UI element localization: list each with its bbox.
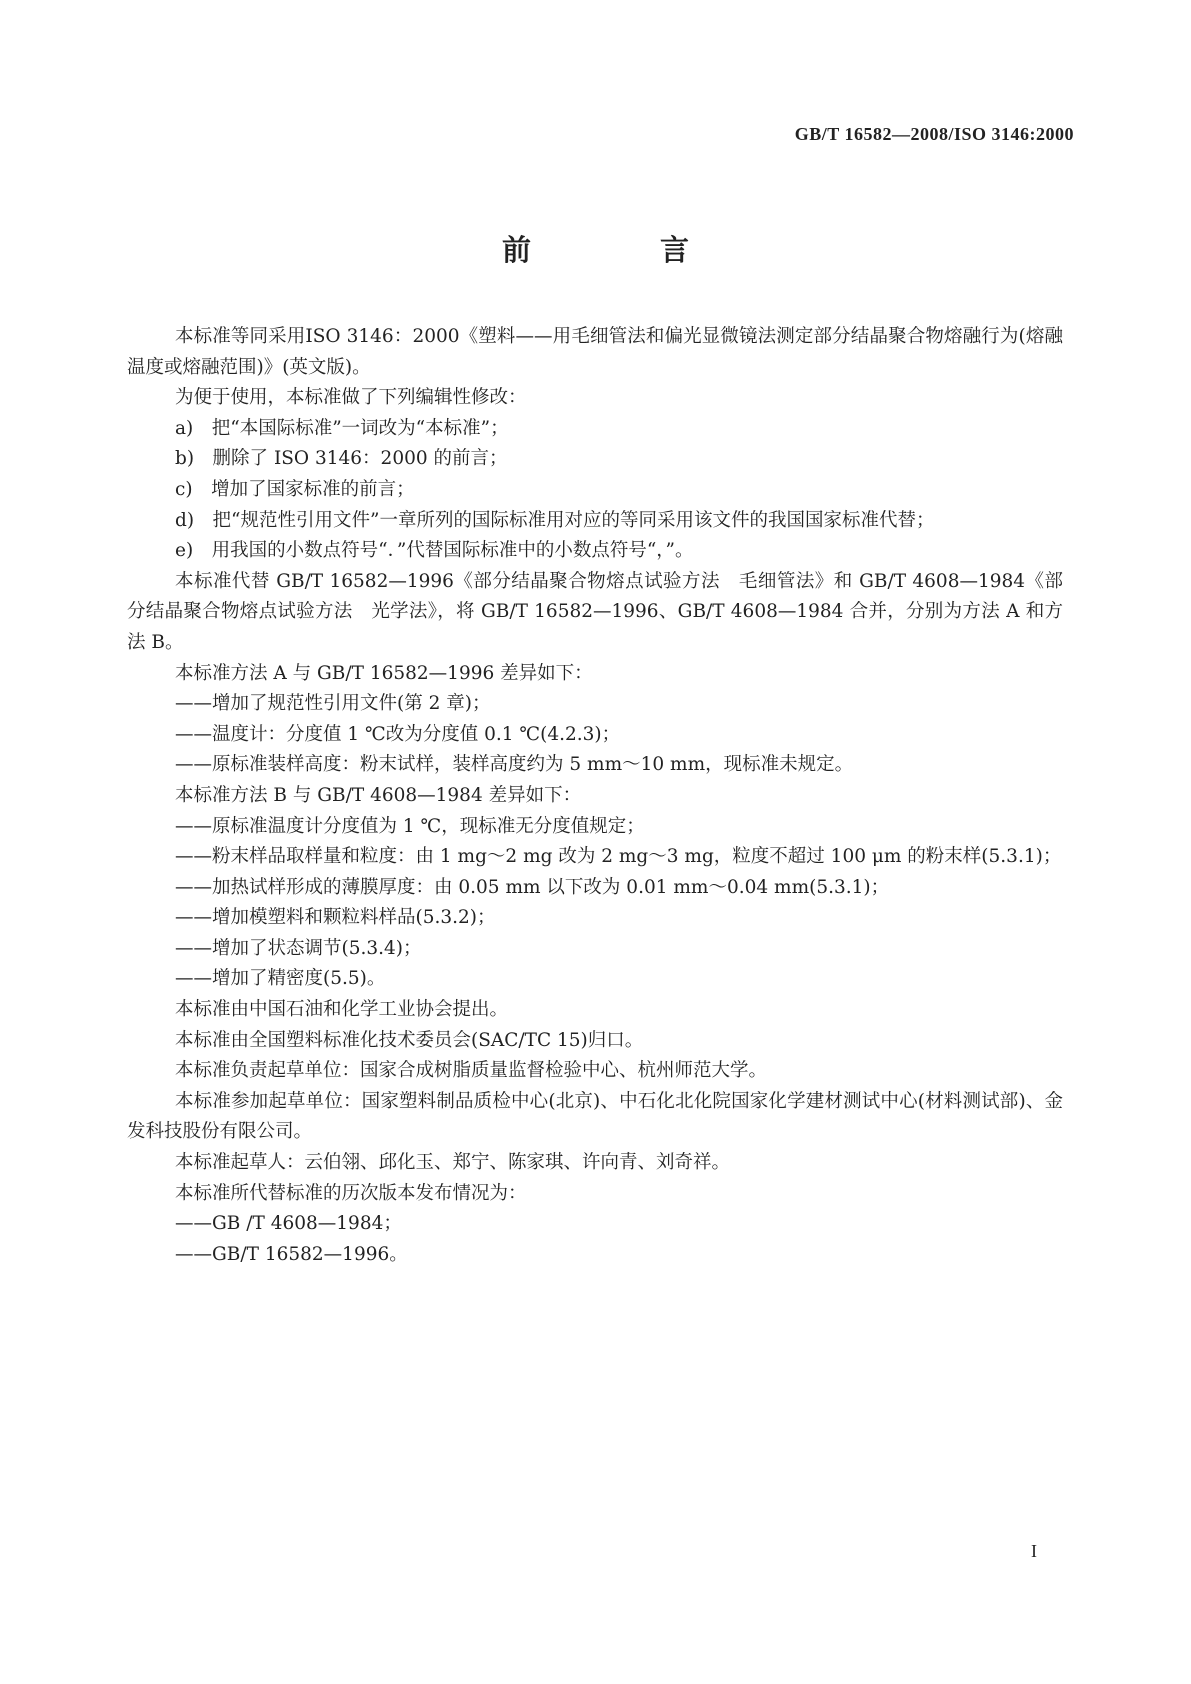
- page-title: 前 言: [501, 233, 739, 267]
- method-a-diff-item: ——温度计：分度值 1 ℃改为分度值 0.1 ℃(4.2.3)；: [175, 723, 621, 745]
- paragraph-participating-drafters: 本标准参加起草单位：国家塑料制品质检中心(北京)、中石化北化院国家化学建材测试中心(材料测试部)、金发科技股份有限公司。: [127, 1090, 1063, 1143]
- document-body: [127, 322, 1063, 1270]
- method-b-diff-item: ——粉末样品取样量和粒度：由 1 mg～2 mg 改为 2 mg～3 mg，粒度不超过 100 μm 的粉末样(5.3.1)；: [175, 846, 1062, 868]
- edit-item-b: b) 删除了 ISO 3146：2000 的前言；: [175, 448, 508, 470]
- paragraph-lead-drafters: 本标准负责起草单位：国家合成树脂质量监督检验中心、杭州师范大学。: [175, 1060, 768, 1082]
- paragraph-adoption: 本标准等同采用ISO 3146：2000《塑料——用毛细管法和偏光显微镜法测定部分结晶聚合物熔融行为(熔融温度或熔融范围)》(英文版)。: [127, 326, 1063, 378]
- standard-code: GB/T 16582—2008/ISO 3146:2000: [794, 124, 1074, 144]
- method-b-diff-item: ——增加了状态调节(5.3.4)；: [175, 937, 422, 959]
- method-a-diff-item: ——原标准装样高度：粉末试样，装样高度约为 5 mm～10 mm，现标准未规定。: [175, 754, 854, 776]
- edit-item-e: e) 用我国的小数点符号“．”代替国际标准中的小数点符号“，”。: [175, 540, 694, 562]
- method-b-diff-item: ——增加模塑料和颗粒料样品(5.3.2)；: [175, 907, 496, 929]
- edit-item-c: c) 增加了国家标准的前言；: [175, 478, 415, 500]
- method-b-diff-item: ——增加了精密度(5.5)。: [175, 968, 386, 990]
- paragraph-replaces: 本标准代替 GB/T 16582—1996《部分结晶聚合物熔点试验方法 毛细管法》和 GB/T 4608—1984《部分结晶聚合物熔点试验方法 光学法》，将 GB/T 16582—1996、GB/T 4608—1984 合并，分别为方法 A 和方法 B。: [127, 570, 1063, 653]
- paragraph-history-intro: 本标准所代替标准的历次版本发布情况为：: [175, 1182, 527, 1204]
- paragraph-method-a-diff: 本标准方法 A 与 GB/T 16582—1996 差异如下：: [175, 662, 593, 684]
- paragraph-technical-committee: 本标准由全国塑料标准化技术委员会(SAC/TC 15)归口。: [175, 1029, 644, 1051]
- method-b-diff-item: ——加热试样形成的薄膜厚度：由 0.05 mm 以下改为 0.01 mm～0.04 mm(5.3.1)；: [175, 876, 890, 898]
- paragraph-proposer: 本标准由中国石油和化学工业协会提出。: [175, 999, 509, 1021]
- method-b-diff-item: ——原标准温度计分度值为 1 ℃，现标准无分度值规定；: [175, 815, 645, 837]
- paragraph-edits-intro: 为便于使用，本标准做了下列编辑性修改：: [175, 387, 527, 409]
- history-item: ——GB/T 16582—1996。: [175, 1243, 408, 1265]
- page-number: I: [1031, 1541, 1037, 1561]
- paragraph-drafters: 本标准起草人：云伯翎、邱化玉、郑宁、陈家琪、许向青、刘奇祥。: [175, 1152, 731, 1174]
- method-a-diff-item: ——增加了规范性引用文件(第 2 章)；: [175, 693, 491, 715]
- paragraph-method-b-diff: 本标准方法 B 与 GB/T 4608—1984 差异如下：: [175, 784, 582, 806]
- edit-item-d: d) 把“规范性引用文件”一章所列的国际标准用对应的等同采用该文件的我国国家标准代替；: [175, 509, 935, 531]
- history-item: ——GB /T 4608—1984；: [175, 1213, 402, 1235]
- edit-item-a: a) 把“本国际标准”一词改为“本标准”；: [175, 417, 509, 439]
